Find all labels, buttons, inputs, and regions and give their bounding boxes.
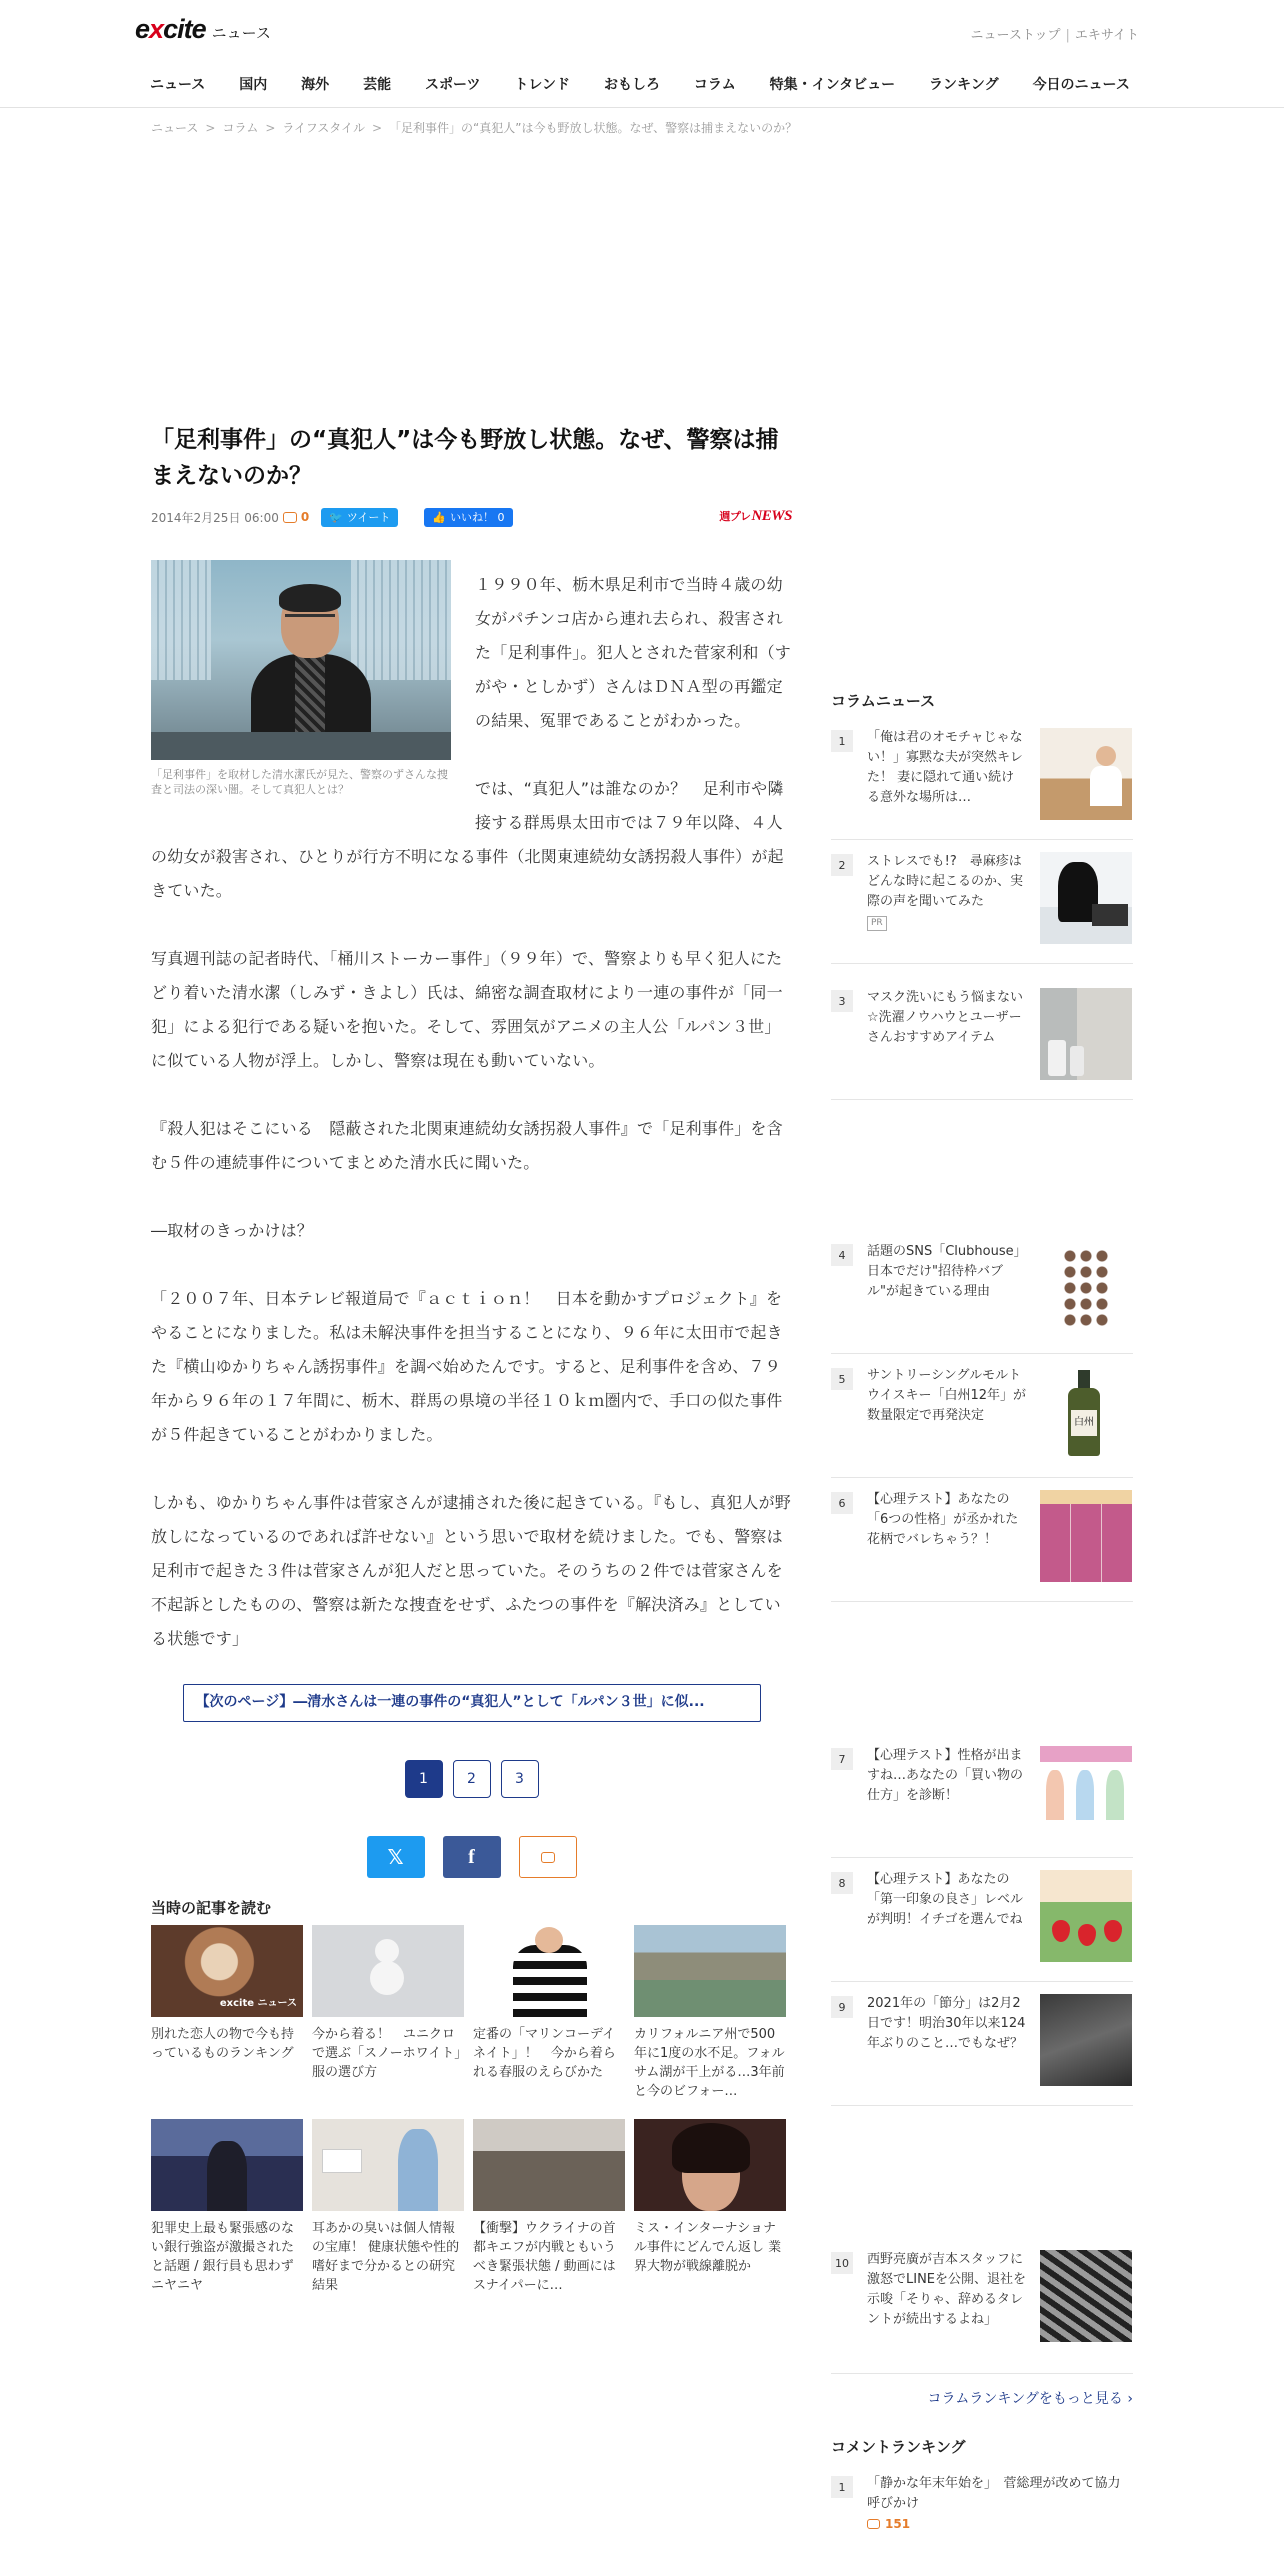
rank-title: 【心理テスト】あなたの「6つの性格」が丞かれた花柄でバレちゃう？！ — [867, 1492, 1019, 1547]
related-title: 犯罪史上最も緊張感のない銀行強盗が激撮されたと話題 / 銀行員も思わずニヤニヤ — [151, 2221, 295, 2293]
related-item[interactable] — [312, 1925, 464, 2101]
column-rank-item[interactable] — [831, 728, 1133, 840]
related-item[interactable] — [634, 1925, 786, 2101]
comment-ranking-heading: コメントランキング — [831, 2438, 966, 2456]
related-title: 耳あかの臭いは個人情報の宝庫！ 健康状態や性的嗜好まで分かるとの研究結果 — [312, 2221, 460, 2293]
paragraph: しかも、ゆかりちゃん事件は菅家さんが逮捕された後に起きている。『もし、真犯人が野放しになっているのであれば許せない』という思いで取材を続けました。でも、警察は足利市で起きた３件は菅家さんが犯人だと思っていた。そのうちの２件では菅家さんを不起訴としたものの、警察は新たな捜査をせず、ふたつの事件を『解決済み』としている状態です」 — [151, 1493, 792, 1648]
column-rank-item[interactable] — [831, 1746, 1133, 1858]
rank-title: 「俺は君のオモチャじゃない！」寡黙な夫が突然キレた！ 妻に隠れて通い続ける意外な場所は… — [867, 730, 1023, 805]
nav-funny[interactable]: おもしろ — [603, 77, 660, 93]
twitter-icon: 𝕏 — [387, 1845, 404, 1869]
comment-icon — [283, 512, 297, 523]
paragraph: １９９０年、栃木県足利市で当時４歳の幼女がパチンコ店から連れ去られ、殺害された「足利事件」。犯人とされた菅家利和（すがや・としかず）さんはＤＮＡ型の再鑑定の結果、冤罪であることがわかった。 — [475, 575, 792, 730]
rank-number: 1 — [831, 2476, 853, 2498]
rank-number: 4 — [831, 1244, 853, 1266]
column-rank-item[interactable] — [831, 988, 1133, 1100]
rank-title: 【心理テスト】あなたの「第一印象の良さ」レベルが判明！イチゴを選んでね — [867, 1872, 1024, 1927]
paragraph: 『殺人犯はそこにいる 隠蔽された北関東連続幼女誘拐殺人事件』で「足利事件」を含む５件の連続事件についてまとめた清水氏に聞いた。 — [151, 1119, 783, 1172]
top-links: ニューストップ | エキサイト — [970, 28, 1139, 43]
thumb-logo: excite ニュース — [219, 1998, 297, 2009]
related-title: ミス・インターナショナル事件にどんでん返し 業界大物が戦線離脱か — [634, 2221, 782, 2274]
rank-title: 【心理テスト】性格が出ますね…あなたの「買い物の仕方」を診断！ — [867, 1748, 1024, 1803]
publish-date: 2014年2月25日 06:00 — [151, 510, 279, 525]
related-thumb — [634, 2119, 786, 2211]
tweet-button[interactable] — [321, 508, 398, 527]
rank-number: 9 — [831, 1996, 853, 2018]
source-logo[interactable] — [719, 508, 792, 525]
related-thumb — [312, 2119, 464, 2211]
nav-news[interactable]: ニュース — [150, 77, 206, 93]
next-page-link[interactable]: 【次のページ】―清水さんは一連の事件の“真犯人”として「ルパン３世」に似... — [183, 1684, 761, 1722]
related-item[interactable] — [473, 2119, 625, 2295]
share-twitter-button[interactable] — [367, 1836, 425, 1878]
breadcrumb: ニュース > コラム > ライフスタイル > 「足利事件」の“真犯人”は今も野放し状態。なぜ、警察は捕まえないのか？ — [151, 121, 798, 135]
comment-rank-count — [867, 2517, 1133, 2531]
article-meta — [151, 506, 792, 528]
page-3-button[interactable]: 3 — [501, 1760, 539, 1798]
column-rank-item[interactable] — [831, 1490, 1133, 1602]
nav-ranking[interactable]: ランキング — [929, 77, 999, 93]
paragraph: 写真週刊誌の記者時代、「桶川ストーカー事件」（９９年）で、警察よりも早く犯人にたどり着いた清水潔（しみず・きよし）氏は、綿密な調査取材により一連の事件が「同一犯」による犯行である疑いを抱いた。そして、雰囲気がアニメの主人公「ルパン３世」に似ている人物が浮上。しかし、警察は現在も動いていない。 — [151, 949, 783, 1070]
rank-thumb — [1040, 1242, 1132, 1334]
source-name: NEWS — [751, 508, 792, 524]
paragraph: ―取材のきっかけは？ — [151, 1221, 314, 1240]
related-thumb — [634, 1925, 786, 2017]
chevron-right-icon: › — [1127, 2391, 1133, 2407]
rank-thumb — [1040, 1870, 1132, 1962]
photo-caption: 「足利事件」を取材した清水潔氏が見た、警察のずさんな捜査と司法の深い闇。そして真犯人とは？ — [151, 768, 448, 796]
related-item[interactable] — [634, 2119, 786, 2295]
rank-thumb — [1040, 1746, 1132, 1838]
related-title: 【衝撃】ウクライナの首都キエフが内戦ともいうべき緊張状態 / 動画にはスナイパーに… — [473, 2221, 617, 2293]
rank-thumb — [1040, 728, 1132, 820]
facebook-icon: f — [468, 1845, 475, 1868]
rank-number: 7 — [831, 1748, 853, 1770]
related-articles — [151, 1925, 792, 2295]
comment-icon — [541, 1852, 555, 1863]
related-title: 別れた恋人の物で今も持っているものランキング — [151, 2027, 295, 2061]
rank-text-block — [867, 852, 1027, 932]
comment-rank-title: 「静かな年末年始を」 菅総理が改めて協力呼びかけ — [867, 2476, 1121, 2511]
column-news-heading: コラムニュース — [831, 692, 936, 710]
related-thumb — [473, 2119, 625, 2211]
related-title: カリフォルニア州で500年に1度の水不足。フォルサム湖が干上がる…3年前と今のビフォー… — [634, 2027, 785, 2099]
rank-number: 1 — [831, 730, 853, 752]
more-link-label: コラムランキングをもっと見る — [927, 2391, 1123, 2407]
global-nav — [140, 74, 1140, 96]
comment-rank-item[interactable] — [831, 2474, 1133, 2544]
page-1-button[interactable]: 1 — [405, 1760, 443, 1798]
rank-title: 西野亮廣が吉本スタッフに激怒でLINEを公開、退社を示唆「そりゃ、辞めるタレントが続出するよね」 — [867, 2252, 1027, 2327]
related-item[interactable] — [473, 1925, 625, 2101]
thumbs-up-icon: 👍 — [432, 510, 447, 524]
related-item[interactable] — [151, 1925, 303, 2101]
rank-number: 5 — [831, 1368, 853, 1390]
paragraph: 「２００７年、日本テレビ報道局で『ａｃｔｉｏｎ！ 日本を動かすプロジェクト』をやることになりました。私は未解決事件を担当することになり、９６年に太田市で起きた『横山ゆかりちゃん誘拐事件』を調べ始めたんです。すると、足利事件を含め、７９年から９６年の１７年間に、栃木、群馬の県境の半径１０ｋｍ圏内で、手口の似た事件が５件起きていることがわかりました。 — [151, 1289, 783, 1444]
excite-news-logo[interactable] — [135, 14, 271, 50]
breadcrumb-column[interactable]: コラム — [222, 121, 259, 135]
comment-rank-count-value: 151 — [885, 2517, 911, 2531]
excite-top-link[interactable]: エキサイト — [1074, 28, 1139, 43]
nav-trend[interactable]: トレンド — [514, 77, 571, 93]
column-rank-item[interactable] — [831, 852, 1133, 964]
column-rank-item[interactable] — [831, 1366, 1133, 1478]
comment-count-value: 0 — [300, 510, 310, 524]
rank-thumb — [1040, 1994, 1132, 2086]
rank-thumb — [1040, 2250, 1132, 2342]
related-thumb — [473, 1925, 625, 2017]
like-button[interactable] — [424, 508, 512, 527]
related-item[interactable] — [151, 2119, 303, 2295]
whisky-label: 白州 — [1071, 1410, 1097, 1436]
rank-number: 6 — [831, 1492, 853, 1514]
rank-thumb — [1040, 1366, 1132, 1458]
related-thumb — [151, 1925, 303, 2017]
rank-number: 3 — [831, 990, 853, 1012]
comment-count[interactable] — [283, 510, 309, 524]
rank-title: サントリーシングルモルトウイスキー「白州12年」が数量限定で再発決定 — [867, 1368, 1027, 1423]
rank-number: 10 — [831, 2252, 853, 2274]
rank-thumb — [1040, 852, 1132, 944]
share-buttons — [151, 1836, 792, 1878]
column-rank-item[interactable] — [831, 2250, 1133, 2374]
breadcrumb-lifestyle[interactable]: ライフスタイル — [282, 121, 365, 135]
share-facebook-button[interactable] — [443, 1836, 501, 1878]
pr-badge: PR — [867, 916, 887, 931]
rank-title: ストレスでも!? 尋麻疹はどんな時に起こるのか、実際の声を聞いてみた — [867, 854, 1024, 909]
article-title: 「足利事件」の“真犯人”は今も野放し状態。なぜ、警察は捕まえないのか？ — [151, 427, 779, 489]
nav-feature[interactable]: 特集・インタビュー — [769, 77, 896, 93]
like-label: いいね！ 0 — [450, 511, 505, 524]
pagination — [151, 1760, 792, 1798]
related-item[interactable] — [312, 2119, 464, 2295]
tweet-label: ツイート — [346, 511, 391, 524]
rank-thumb — [1040, 988, 1132, 1080]
twitter-bird-icon: 🐦 — [329, 510, 343, 524]
nav-world[interactable]: 海外 — [301, 77, 330, 93]
site-header — [0, 0, 1284, 108]
column-rank-item[interactable] — [831, 1242, 1133, 1354]
nav-domestic[interactable]: 国内 — [239, 77, 268, 93]
logo-wordmark: excite — [135, 14, 206, 44]
related-title: 定番の「マリンコーデイネイト」！ 今から着られる春服のえらびかた — [473, 2027, 616, 2080]
rank-title: 2021年の「節分」は2月2日です！明治30年以来124年ぶりのこと…でもなぜ？ — [867, 1996, 1026, 2051]
rank-title: マスク洗いにもう悩まない☆洗濯ノウハウとユーザーさんおすすめアイテム — [867, 990, 1024, 1045]
related-title: 今から着る！ ユニクロで選ぶ「スノーホワイト」服の選び方 — [312, 2027, 461, 2080]
page-2-button[interactable]: 2 — [453, 1760, 491, 1798]
nav-today[interactable]: 今日のニュース — [1032, 77, 1130, 93]
rank-number: 2 — [831, 854, 853, 876]
related-thumb — [312, 1925, 464, 2017]
rank-thumb — [1040, 1490, 1132, 1582]
breadcrumb-current: 「足利事件」の“真犯人”は今も野放し状態。なぜ、警察は捕まえないのか？ — [389, 121, 798, 135]
article-figure — [151, 560, 451, 797]
comment-icon — [867, 2519, 880, 2529]
rank-title: 話題のSNS「Clubhouse」日本でだけ"招待枠バブル"が起きている理由 — [867, 1244, 1027, 1299]
column-ranking-more-link[interactable] — [927, 2388, 1133, 2408]
article — [151, 422, 792, 2295]
source-prefix: 週プレ — [719, 511, 751, 523]
nav-entertainment[interactable]: 芸能 — [363, 77, 392, 93]
breadcrumb-news[interactable]: ニュース — [151, 121, 199, 135]
logo-sub: ニュース — [211, 24, 271, 42]
rank-number: 8 — [831, 1872, 853, 1894]
article-photo[interactable] — [151, 560, 451, 760]
related-heading: 当時の記事を読む — [151, 1899, 272, 1917]
article-body — [151, 560, 792, 2295]
nav-column[interactable]: コラム — [693, 77, 736, 93]
nav-sports[interactable]: スポーツ — [425, 77, 481, 93]
paragraph: では、“真犯人”は誰なのか？ 足利市や隣接する群馬県太田市では７９年以降、４人の幼女が殺害され、ひとりが行方不明になる事件（北関東連続幼女誘拐殺人事件）が起きていた。 — [151, 779, 784, 900]
share-comment-button[interactable] — [519, 1836, 577, 1878]
column-rank-item[interactable] — [831, 1994, 1133, 2106]
column-rank-item[interactable] — [831, 1870, 1133, 1982]
news-top-link[interactable]: ニューストップ — [970, 28, 1061, 43]
related-thumb — [151, 2119, 303, 2211]
comment-rank-body — [867, 2474, 1133, 2531]
